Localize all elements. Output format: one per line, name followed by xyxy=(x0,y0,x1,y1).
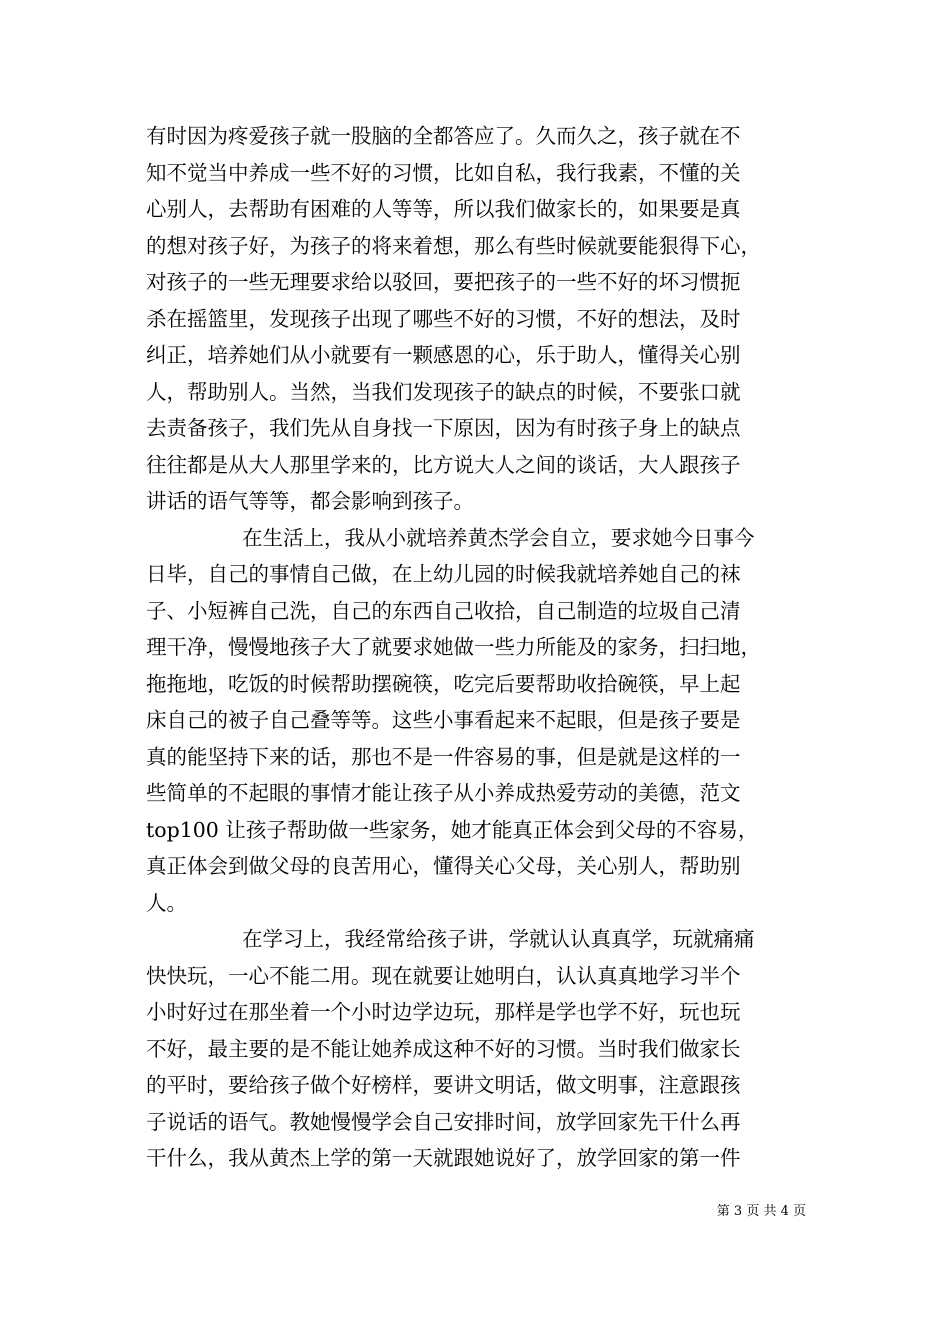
text-line: 真的能坚持下来的话，那也不是一件容易的事，但是就是这样的一 xyxy=(146,744,741,769)
text-line: 床自己的被子自己叠等等。这些小事看起来不起眼，但是孩子要是 xyxy=(146,708,741,732)
text-line: 真正体会到做父母的良苦用心，懂得关心父母，关心别人，帮助别 xyxy=(146,854,741,878)
text-line: 子、小短裤自己洗，自己的东西自己收拾，自己制造的垃圾自己清 xyxy=(146,598,741,623)
text-line: 人，帮助别人。当然，当我们发现孩子的缺点的时候，不要张口就 xyxy=(146,379,741,404)
text-line: 的平时，要给孩子做个好榜样，要讲文明话，做文明事，注意跟孩 xyxy=(146,1073,741,1097)
text-line: 知不觉当中养成一些不好的习惯，比如自私，我行我素，不懂的关 xyxy=(146,160,741,185)
text-line: 快快玩，一心不能二用。现在就要让她明白，认认真真地学习半个 xyxy=(146,963,741,988)
page-number-footer: 第 3 页 共 4 页 xyxy=(716,1204,806,1219)
text-line: 纠正，培养她们从小就要有一颗感恩的心，乐于助人，懂得关心别 xyxy=(146,343,741,367)
body-text xyxy=(146,118,806,1177)
text-line: top100 让孩子帮助做一些家务，她才能真正体会到父母的不容易， xyxy=(146,817,759,842)
text-line: 不好，最主要的是不能让她养成这种不好的习惯。当时我们做家长 xyxy=(146,1036,741,1061)
text-line: 日毕，自己的事情自己做，在上幼儿园的时候我就培养她自己的袜 xyxy=(146,562,741,586)
text-line: 理干净，慢慢地孩子大了就要求她做一些力所能及的家务，扫扫地， xyxy=(146,635,761,659)
text-line: 人。 xyxy=(146,890,187,915)
text-line: 有时因为疼爱孩子就一股脑的全都答应了。久而久之，孩子就在不 xyxy=(146,124,741,148)
text-line: 对孩子的一些无理要求给以驳回，要把孩子的一些不好的坏习惯扼 xyxy=(146,270,741,294)
text-line: 往往都是从大人那里学来的，比方说大人之间的谈话，大人跟孩子 xyxy=(146,452,741,477)
text-line: 心别人，去帮助有困难的人等等，所以我们做家长的，如果要是真 xyxy=(146,197,741,221)
paragraph-start-line: 在生活上，我从小就培养黄杰学会自立，要求她今日事今 xyxy=(242,525,755,550)
text-line: 杀在摇篮里，发现孩子出现了哪些不好的习惯，不好的想法，及时 xyxy=(146,306,741,331)
text-line: 子说话的语气。教她慢慢学会自己安排时间，放学回家先干什么再 xyxy=(146,1109,741,1134)
text-line: 去责备孩子，我们先从自身找一下原因，因为有时孩子身上的缺点 xyxy=(146,416,741,440)
text-line: 小时好过在那坐着一个小时边学边玩，那样是学也学不好，玩也玩 xyxy=(146,1000,741,1024)
text-line: 的想对孩子好，为孩子的将来着想，那么有些时候就要能狠得下心， xyxy=(146,233,761,258)
paragraph-start-line: 在学习上，我经常给孩子讲，学就认认真真学，玩就痛痛 xyxy=(242,927,755,951)
text-line: 些简单的不起眼的事情才能让孩子从小养成热爱劳动的美德，范文 xyxy=(146,781,741,805)
text-line: 讲话的语气等等，都会影响到孩子。 xyxy=(146,489,474,513)
text-line: 拖拖地，吃饭的时候帮助摆碗筷，吃完后要帮助收拾碗筷，早上起 xyxy=(146,671,741,696)
text-line: 干什么，我从黄杰上学的第一天就跟她说好了，放学回家的第一件 xyxy=(146,1146,741,1170)
